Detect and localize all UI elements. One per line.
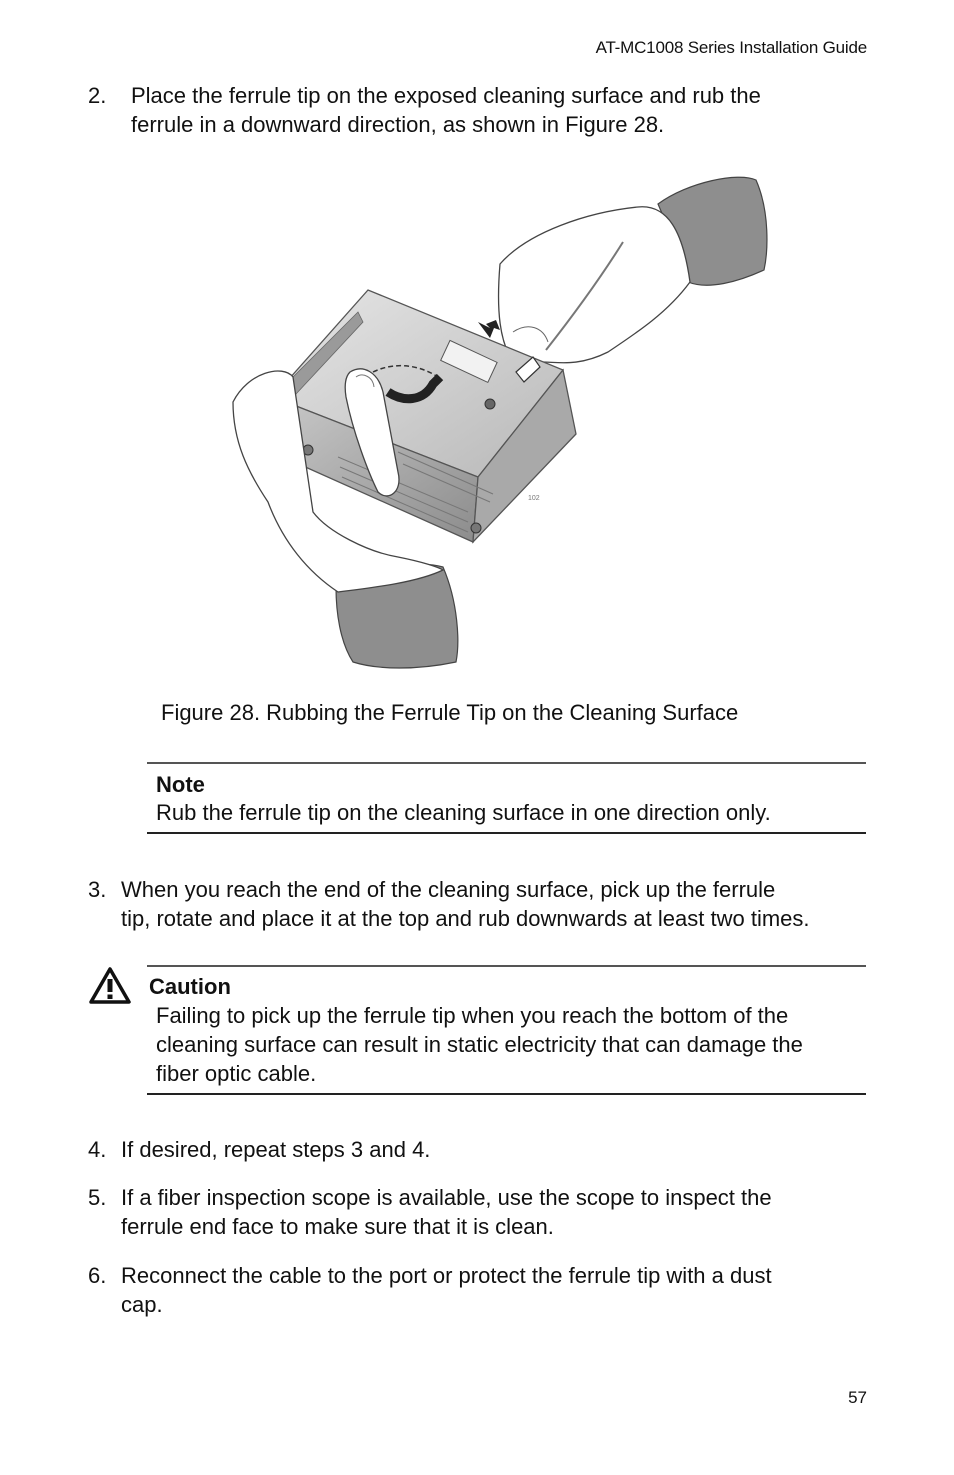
- figure-caption: Figure 28. Rubbing the Ferrule Tip on the Cleaning Surface: [161, 700, 739, 725]
- caution-box: [147, 965, 866, 1095]
- step-text-line: Place the ferrule tip on the exposed cleaning surface and rub the: [131, 83, 761, 108]
- step-text-line: ferrule end face to make sure that it is clean.: [121, 1214, 554, 1239]
- figure-28-illustration: [228, 172, 773, 672]
- step-2: [88, 81, 868, 141]
- step-6: [88, 1261, 868, 1321]
- step-text-line: Reconnect the cable to the port or protect the ferrule tip with a dust: [121, 1263, 772, 1288]
- caution-line: Failing to pick up the ferrule tip when you reach the bottom of the: [156, 1003, 789, 1028]
- page-number: 57: [848, 1388, 867, 1407]
- caution-line: fiber optic cable.: [156, 1061, 317, 1086]
- step-text-line: When you reach the end of the cleaning surface, pick up the ferrule: [121, 877, 776, 902]
- step-number: 4.: [88, 1137, 107, 1162]
- note-body: Rub the ferrule tip on the cleaning surface in one direction only.: [156, 800, 771, 825]
- direction-arrow-icon: [478, 320, 500, 338]
- step-3: [88, 875, 868, 935]
- running-header: AT-MC1008 Series Installation Guide: [595, 38, 867, 57]
- step-number: 5.: [88, 1185, 107, 1210]
- step-number: 6.: [88, 1263, 107, 1288]
- step-text-line: If a fiber inspection scope is available, use the scope to inspect the: [121, 1185, 772, 1210]
- note-title: Note: [156, 772, 205, 797]
- step-text-line: If desired, repeat steps 3 and 4.: [121, 1137, 431, 1162]
- step-number: 3.: [88, 877, 107, 902]
- step-text-line: ferrule in a downward direction, as shown in Figure 28.: [131, 112, 665, 137]
- note-box: [147, 762, 866, 834]
- step-number: 2.: [88, 83, 107, 108]
- caution-title: Caution: [149, 974, 231, 999]
- caution-line: cleaning surface can result in static electricity that can damage the: [156, 1032, 803, 1057]
- warning-triangle-icon: [88, 966, 132, 1006]
- step-text-line: cap.: [121, 1292, 163, 1317]
- caution-body: [156, 1001, 866, 1088]
- step-5: [88, 1183, 868, 1243]
- step-4: [88, 1135, 868, 1165]
- illustration-code: 102: [528, 495, 540, 502]
- hand-icon: [499, 207, 690, 369]
- step-text-line: tip, rotate and place it at the top and rub downwards at least two times.: [121, 906, 810, 931]
